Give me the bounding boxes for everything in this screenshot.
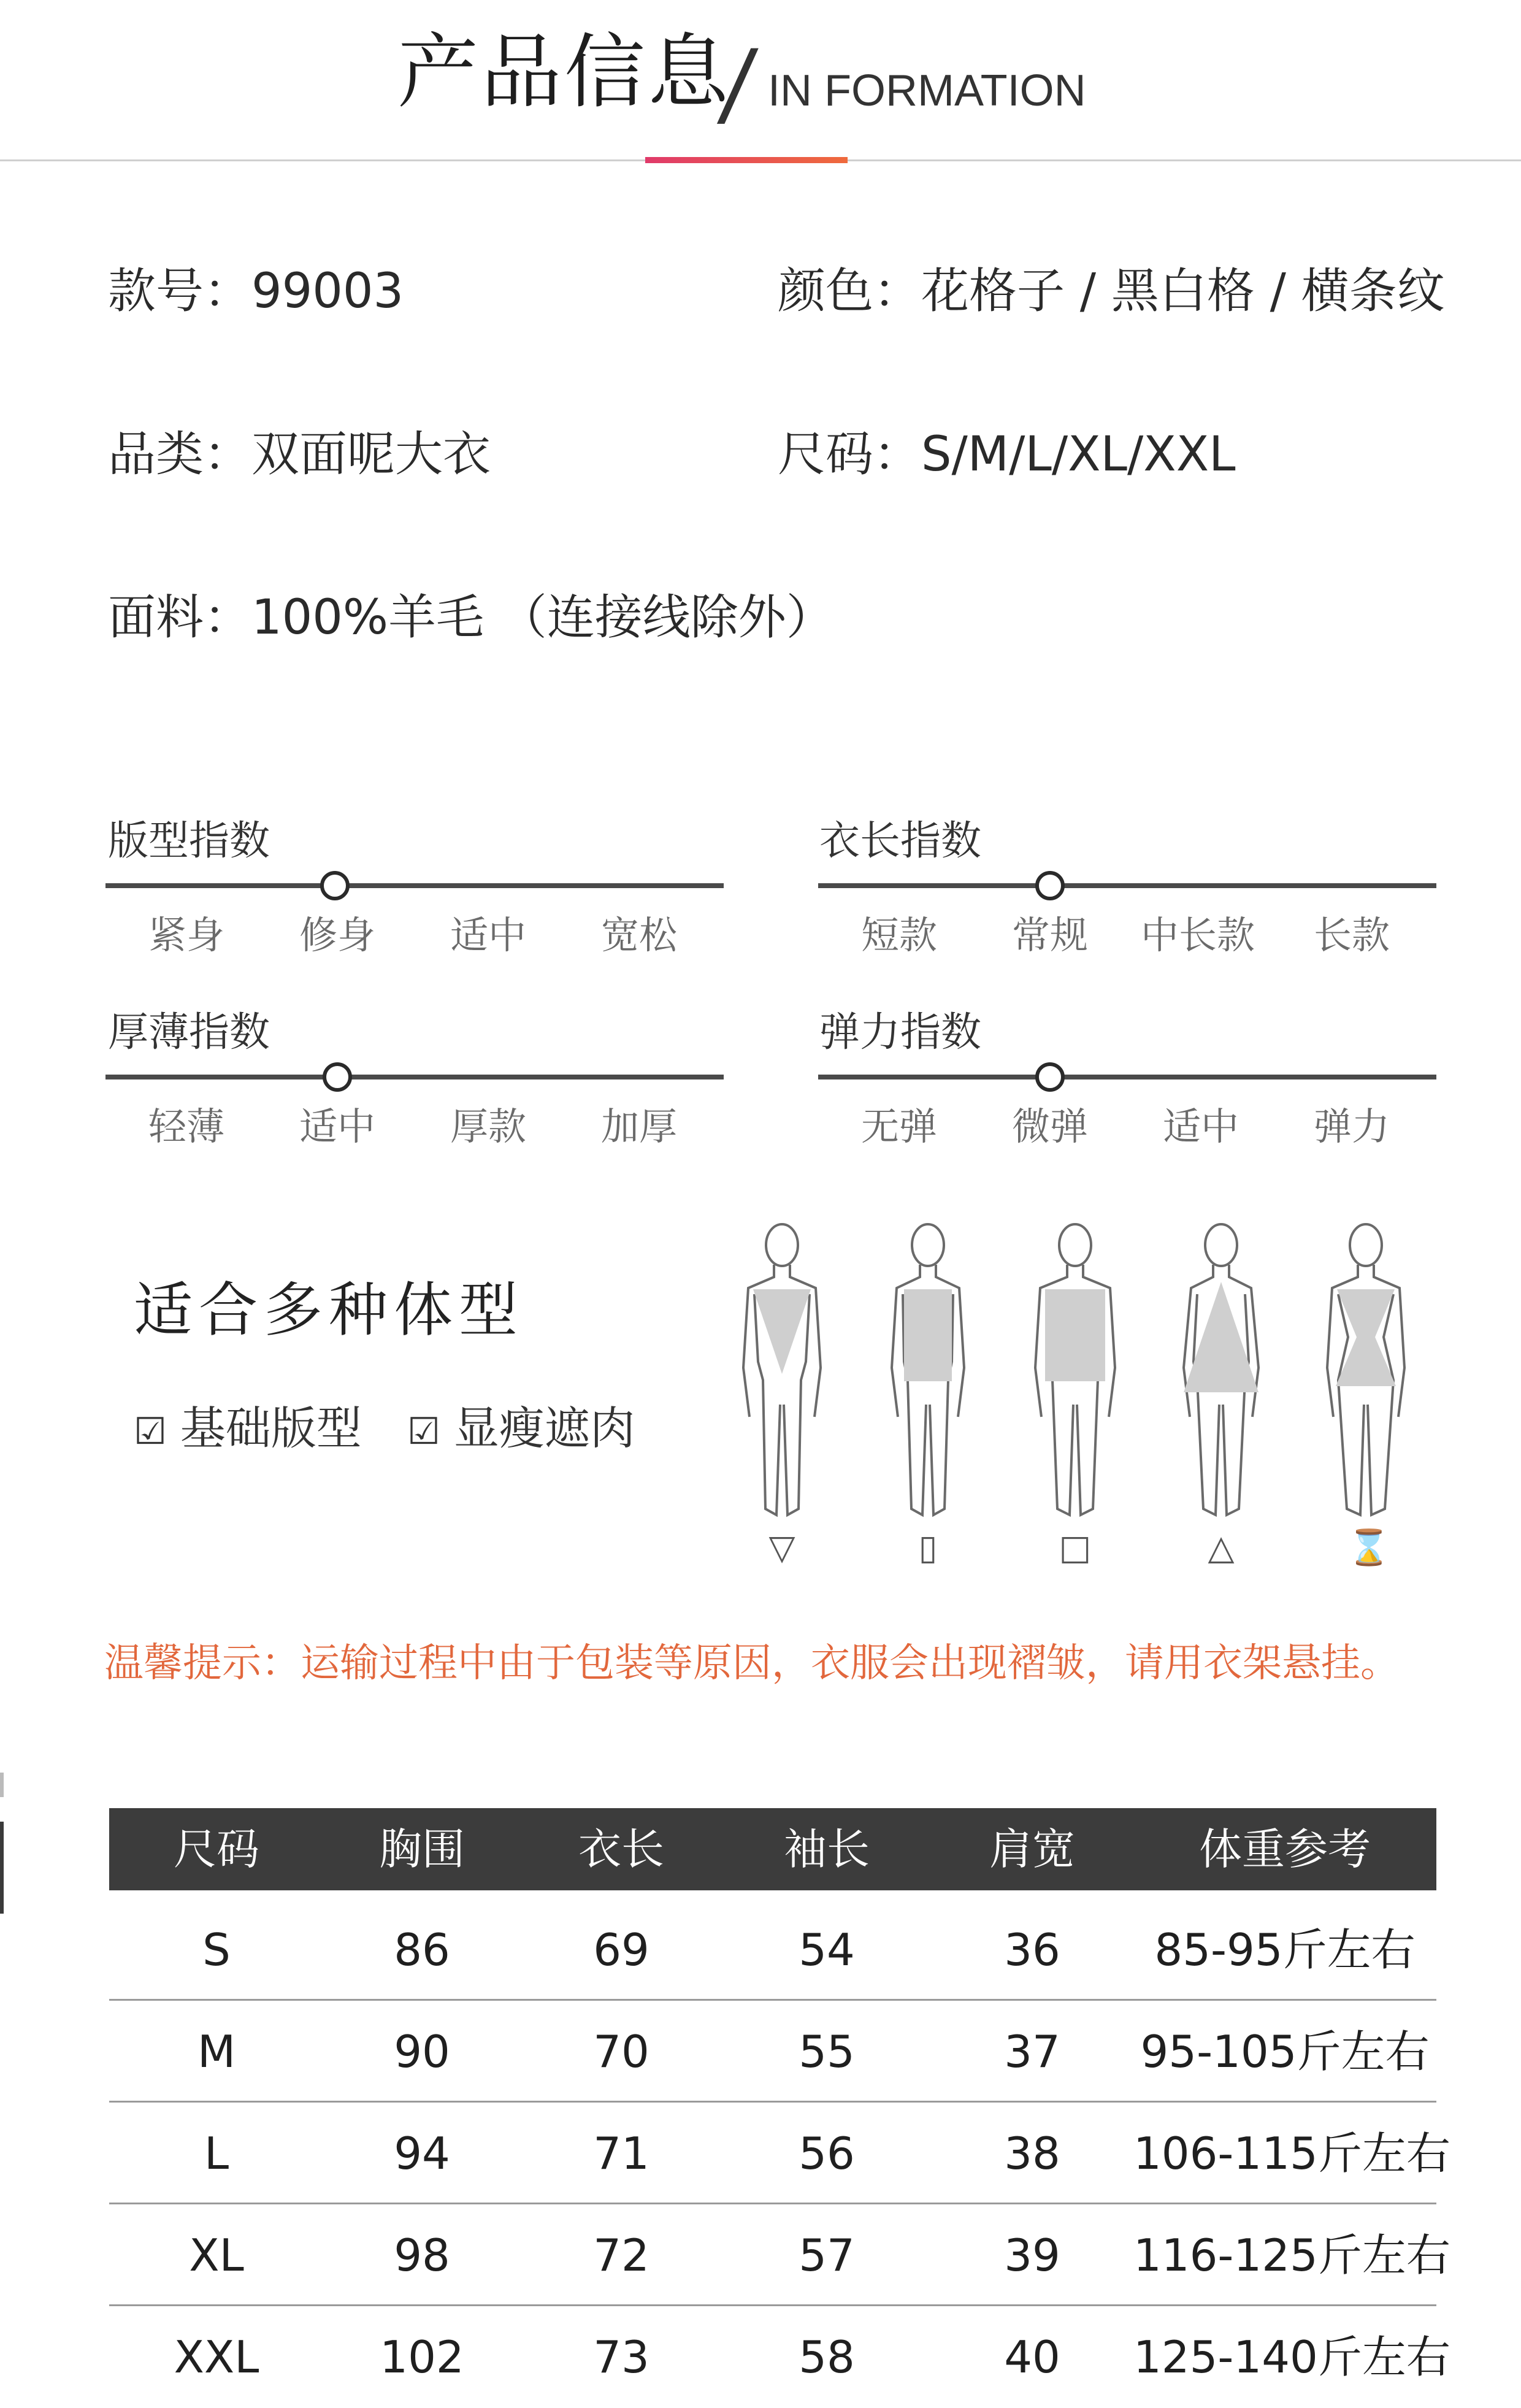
length-option: 中长款 [1141, 913, 1255, 957]
shape-square-icon: □ [1059, 1528, 1092, 1568]
table-row [109, 2103, 1450, 2204]
thickness-index-track [105, 1075, 724, 1079]
cell-shoulder: 38 [1004, 2128, 1060, 2179]
cell-length: 71 [593, 2128, 649, 2179]
cell-length: 69 [593, 1924, 649, 1976]
shape-inverted-triangle-icon: ▽ [768, 1528, 795, 1568]
cell-chest: 102 [380, 2331, 464, 2383]
cell-weight: 106-115斤左右 [1133, 2128, 1450, 2179]
elasticity-option: 无弹 [861, 1104, 938, 1149]
header-weight: 体重参考 [1199, 1824, 1371, 1874]
cell-length: 72 [593, 2230, 649, 2281]
cell-weight: 116-125斤左右 [1133, 2230, 1450, 2281]
fit-index-title: 版型指数 [108, 817, 270, 864]
fit-index-track [105, 883, 724, 888]
body-figure-inverted-triangle-icon [736, 1221, 828, 1527]
body-figure-rectangle-icon [882, 1221, 974, 1527]
length-option: 长款 [1314, 913, 1390, 957]
body-figure-square-icon [1029, 1221, 1121, 1527]
header-accent-bar [645, 157, 848, 163]
elasticity-index-title: 弹力指数 [819, 1008, 981, 1056]
cell-length: 70 [593, 2026, 649, 2077]
body-types-title: 适合多种体型 [134, 1276, 524, 1344]
size-options: 尺码：S/M/L/XL/XXL [778, 427, 1236, 482]
fit-option: 宽松 [601, 913, 678, 957]
cell-shoulder: 40 [1004, 2331, 1060, 2383]
page-subtitle: IN FORMATION [768, 66, 1086, 115]
check-basic-fit [134, 1402, 362, 1455]
checkbox-icon: ☑ [134, 1410, 167, 1453]
cell-weight: 95-105斤左右 [1140, 2026, 1430, 2077]
cell-sleeve: 57 [799, 2230, 855, 2281]
fit-option: 修身 [299, 913, 376, 957]
style-number: 款号：99003 [108, 264, 404, 319]
header-sleeve: 袖长 [784, 1824, 870, 1874]
size-table-header [109, 1808, 1436, 1890]
fit-option: 适中 [450, 913, 527, 957]
length-option: 短款 [861, 913, 938, 957]
header-shoulder: 肩宽 [989, 1824, 1075, 1874]
thickness-index-knob [323, 1062, 352, 1092]
left-edge-mark [0, 1773, 4, 1797]
cell-size: XL [189, 2230, 244, 2281]
table-row [109, 2001, 1436, 2103]
cell-chest: 90 [394, 2026, 450, 2077]
elasticity-option: 适中 [1163, 1104, 1239, 1149]
header-size: 尺码 [174, 1824, 259, 1874]
header-length: 衣长 [578, 1824, 664, 1874]
table-row [109, 1899, 1436, 2001]
cell-size: S [202, 1924, 231, 1976]
cell-size: XXL [174, 2331, 259, 2383]
table-row [109, 2306, 1450, 2408]
length-index-title: 衣长指数 [819, 817, 981, 864]
length-index-track [818, 883, 1436, 888]
cell-sleeve: 58 [799, 2331, 855, 2383]
cell-chest: 98 [394, 2230, 450, 2281]
body-figure-triangle-icon [1175, 1221, 1267, 1527]
elasticity-index-knob [1035, 1062, 1065, 1092]
shape-hourglass-icon: ⌛ [1347, 1528, 1390, 1568]
body-figure-hourglass-icon [1320, 1221, 1412, 1527]
cell-weight: 85-95斤左右 [1154, 1924, 1416, 1976]
length-option: 常规 [1012, 913, 1089, 957]
shape-rectangle-icon: ▯ [918, 1528, 938, 1568]
thickness-index-title: 厚薄指数 [108, 1008, 270, 1056]
length-index-knob [1035, 871, 1065, 900]
header-chest: 胸围 [379, 1824, 465, 1874]
cell-chest: 94 [394, 2128, 450, 2179]
cell-shoulder: 36 [1004, 1924, 1060, 1976]
fit-index-knob [320, 871, 350, 900]
elasticity-option: 弹力 [1314, 1104, 1390, 1149]
cell-sleeve: 55 [799, 2026, 855, 2077]
check-slimming [407, 1402, 635, 1455]
left-edge-mark [0, 1822, 4, 1914]
check-slimming-label: 显瘦遮肉 [453, 1402, 635, 1455]
shape-triangle-icon: △ [1208, 1528, 1235, 1568]
cell-shoulder: 37 [1004, 2026, 1060, 2077]
shipping-tip: 温馨提示：运输过程中由于包装等原因，衣服会出现褶皱，请用衣架悬挂。 [104, 1641, 1400, 1686]
cell-size: M [197, 2026, 236, 2077]
cell-shoulder: 39 [1004, 2230, 1060, 2281]
cell-weight: 125-140斤左右 [1133, 2331, 1450, 2383]
thickness-option: 加厚 [601, 1104, 678, 1149]
thickness-option: 厚款 [450, 1104, 527, 1149]
checkbox-icon: ☑ [407, 1410, 440, 1453]
title-slash: / [715, 31, 761, 137]
elasticity-option: 微弹 [1012, 1104, 1089, 1149]
cell-sleeve: 54 [799, 1924, 855, 1976]
page-title: 产品信息 [397, 25, 731, 120]
thickness-option: 轻薄 [148, 1104, 225, 1149]
table-row [109, 2204, 1450, 2306]
color-options: 颜色：花格子 / 黑白格 / 横条纹 [778, 264, 1445, 319]
cell-size: L [204, 2128, 229, 2179]
check-basic-fit-label: 基础版型 [180, 1402, 362, 1455]
thickness-option: 适中 [299, 1104, 376, 1149]
cell-sleeve: 56 [799, 2128, 855, 2179]
cell-chest: 86 [394, 1924, 450, 1976]
fit-option: 紧身 [148, 913, 225, 957]
elasticity-index-track [818, 1075, 1436, 1079]
category: 品类：双面呢大衣 [108, 427, 491, 482]
fabric: 面料：100%羊毛 （连接线除外） [108, 590, 834, 645]
cell-length: 73 [593, 2331, 649, 2383]
